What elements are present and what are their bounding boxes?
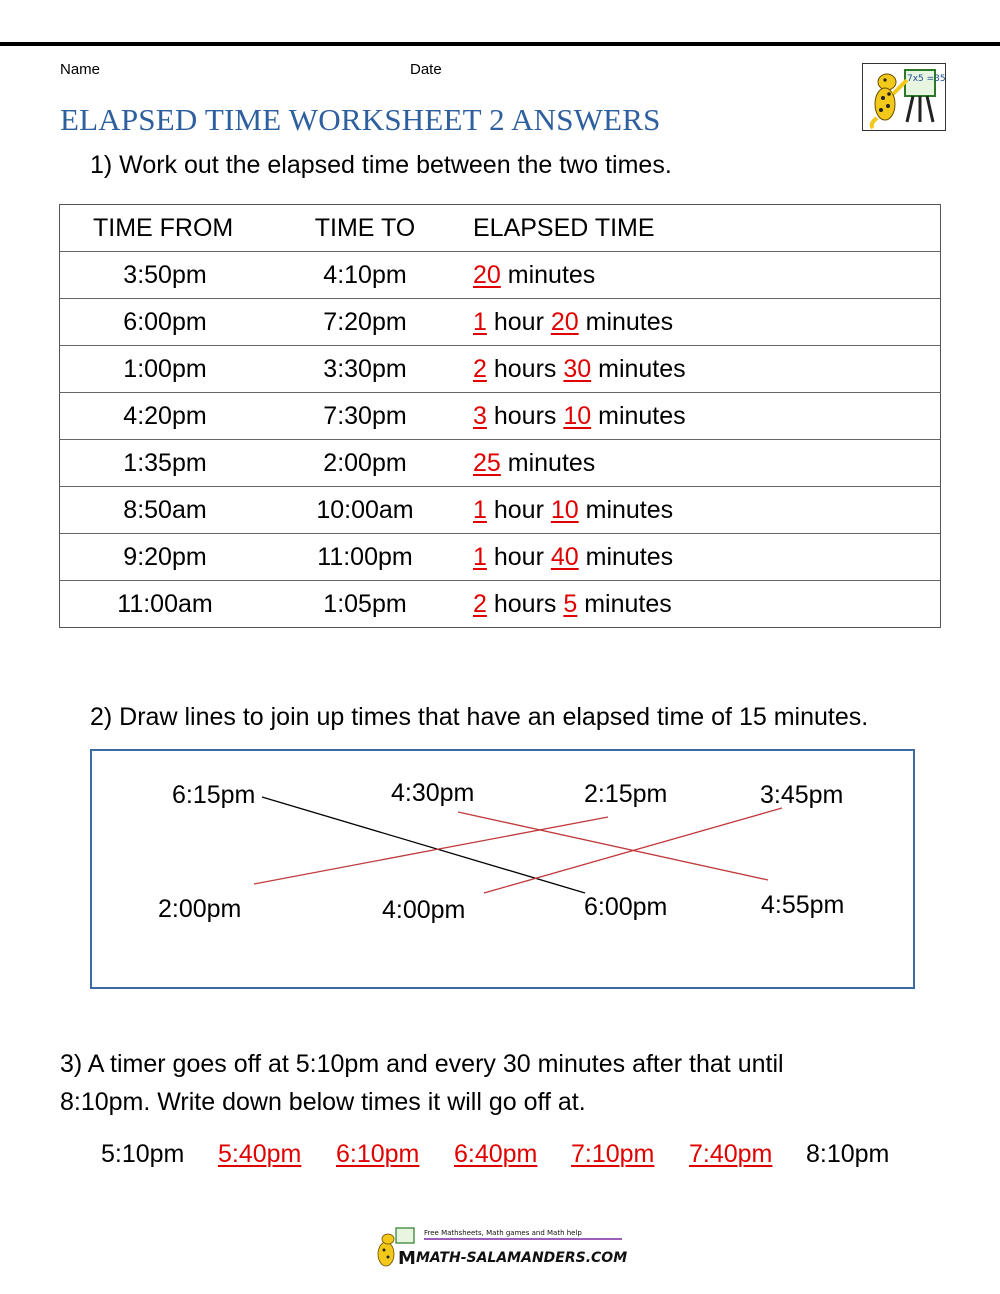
- time-from: 1:35pm: [60, 440, 271, 487]
- time-from: 1:00pm: [60, 346, 271, 393]
- answer-hours: 3: [473, 401, 487, 430]
- timer-end: 8:10pm: [806, 1140, 890, 1168]
- time-to: 3:30pm: [270, 346, 460, 393]
- page-title: ELAPSED TIME WORKSHEET 2 ANSWERS: [60, 102, 661, 137]
- time-from: 8:50am: [60, 487, 271, 534]
- col-header-elapsed: ELAPSED TIME: [473, 213, 655, 242]
- answer-hours: 2: [473, 354, 487, 383]
- time-label-top: 4:30pm: [391, 779, 475, 807]
- answer-minutes: 20: [550, 307, 579, 336]
- hours-word: hours: [493, 354, 557, 383]
- answer-line-red: [458, 812, 768, 880]
- col-header-from: TIME FROM: [93, 213, 234, 242]
- q3-prompt: [60, 1045, 960, 1121]
- answer-minutes: 40: [550, 542, 579, 571]
- q2-prompt: 2) Draw lines to join up times that have an elapsed time of 15 minutes.: [90, 703, 869, 731]
- minutes-word: minutes: [598, 401, 686, 430]
- footer-logo: [372, 1226, 628, 1270]
- hours-word: hours: [493, 401, 557, 430]
- answer-minutes: 25: [473, 448, 501, 477]
- time-label-top: 6:15pm: [172, 781, 256, 809]
- time-label-bottom: 6:00pm: [584, 893, 668, 921]
- answer-minutes: 20: [473, 260, 501, 289]
- svg-text:M: M: [398, 1248, 416, 1269]
- minutes-word: minutes: [585, 542, 674, 571]
- time-label-bottom: 4:00pm: [382, 896, 466, 924]
- hours-word: hour: [493, 307, 544, 336]
- q3-prompt-line1: 3) A timer goes off at 5:10pm and every 30 minutes after that until: [60, 1050, 784, 1078]
- answer-hours: 2: [473, 589, 487, 618]
- q3-prompt-line2: 8:10pm. Write down below times it will go off at.: [60, 1088, 586, 1116]
- timer-answer: 6:10pm: [336, 1140, 420, 1168]
- time-to: 4:10pm: [270, 252, 460, 299]
- time-to: 7:20pm: [270, 299, 460, 346]
- answer-minutes: 30: [563, 354, 592, 383]
- logo-text: 7x5 =35: [907, 74, 945, 84]
- answer-line-red: [254, 817, 608, 884]
- answer-hours: 1: [473, 495, 487, 524]
- time-to: 11:00pm: [270, 534, 460, 581]
- minutes-word: minutes: [507, 260, 596, 289]
- hours-word: hour: [493, 495, 544, 524]
- answer-hours: 1: [473, 307, 487, 336]
- timer-answer: 5:40pm: [218, 1140, 302, 1168]
- time-from: 9:20pm: [60, 534, 271, 581]
- minutes-word: minutes: [507, 448, 596, 477]
- minutes-word: minutes: [598, 354, 686, 383]
- footer-tagline: Free Mathsheets, Math games and Math help: [424, 1229, 582, 1237]
- answer-hours: 1: [473, 542, 487, 571]
- time-label-bottom: 2:00pm: [158, 895, 242, 923]
- minutes-word: minutes: [585, 495, 674, 524]
- time-label-top: 3:45pm: [760, 781, 844, 809]
- time-from: 11:00am: [60, 581, 271, 628]
- col-header-to: TIME TO: [314, 213, 416, 242]
- footer-brand: MATH-SALAMANDERS.COM: [416, 1250, 628, 1266]
- time-to: 7:30pm: [270, 393, 460, 440]
- hours-word: hours: [493, 589, 557, 618]
- answer-minutes: 10: [550, 495, 579, 524]
- timer-answer: 6:40pm: [454, 1140, 538, 1168]
- time-to: 10:00am: [270, 487, 460, 534]
- answer-minutes: 10: [563, 401, 592, 430]
- time-to: 1:05pm: [270, 581, 460, 628]
- q1-prompt: 1) Work out the elapsed time between the two times.: [90, 151, 672, 179]
- name-label: Name: [60, 61, 101, 78]
- time-from: 3:50pm: [60, 252, 271, 299]
- time-from: 6:00pm: [60, 299, 271, 346]
- time-label-top: 2:15pm: [584, 780, 668, 808]
- minutes-word: minutes: [585, 307, 674, 336]
- minutes-word: minutes: [584, 589, 672, 618]
- timer-answer: 7:40pm: [689, 1140, 773, 1168]
- answer-minutes: 5: [563, 589, 578, 618]
- time-label-bottom: 4:55pm: [761, 891, 845, 919]
- timer-answer: 7:10pm: [571, 1140, 655, 1168]
- date-label: Date: [410, 61, 442, 78]
- answer-line-red: [484, 808, 782, 893]
- time-to: 2:00pm: [270, 440, 460, 487]
- timer-start: 5:10pm: [101, 1140, 185, 1168]
- hours-word: hour: [493, 542, 544, 571]
- time-from: 4:20pm: [60, 393, 271, 440]
